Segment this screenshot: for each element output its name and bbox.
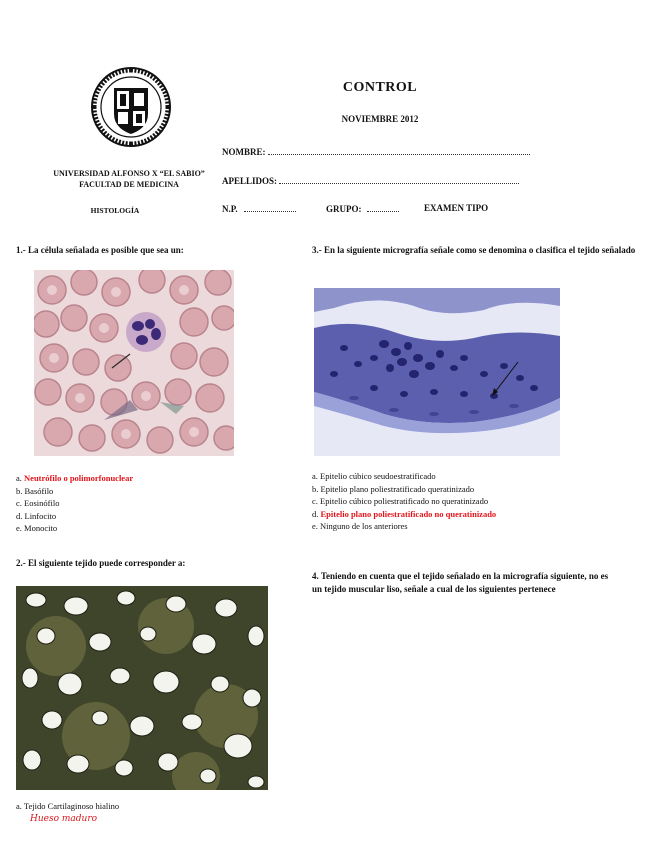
q3-option-d-text: Epitelio plano poliestratificado no queratinizado <box>320 508 497 519</box>
q1-option-c[interactable]: c. Eosinófilo <box>16 498 60 508</box>
q1-option-d[interactable]: d. Linfocito <box>16 510 57 521</box>
university-name: UNIVERSIDAD ALFONSO X “EL SABIO” <box>53 169 205 178</box>
q2-option-a[interactable]: a. Tejido Cartilaginoso hialino <box>16 801 120 811</box>
university-block <box>24 168 234 190</box>
q3-option-e[interactable]: e. Ninguno de los anteriores <box>312 521 408 531</box>
exam-type: EXAMEN TIPO <box>424 203 489 213</box>
np-field[interactable] <box>222 203 296 214</box>
bone-tissue-micrograph <box>16 586 268 790</box>
group-label: GRUPO: <box>326 204 362 214</box>
question-3-prompt: 3.- En la siguiente micrografía señale como se denomina o clasifica el tejido señalado <box>312 245 636 255</box>
question-1-options <box>16 472 133 535</box>
surname-field[interactable] <box>222 175 519 186</box>
q3-option-c[interactable]: c. Epitelio cúbico poliestratificado no queratinizado <box>312 496 489 506</box>
q3-option-a[interactable]: a. Epitelio cúbico seudoestratificado <box>312 471 436 481</box>
q1-option-e[interactable]: e. Monocito <box>16 523 58 533</box>
name-label: NOMBRE: <box>222 147 266 157</box>
blood-smear-micrograph <box>34 270 234 456</box>
name-field[interactable] <box>222 146 530 157</box>
faculty-name: FACULTAD DE MEDICINA <box>79 180 179 189</box>
group-field[interactable] <box>326 203 399 214</box>
handwritten-answer: Hueso maduro <box>30 814 98 824</box>
question-3-options <box>312 470 496 533</box>
epithelium-micrograph <box>314 288 560 456</box>
q3-option-b[interactable]: b. Epitelio plano poliestratificado queratinizado <box>312 483 475 494</box>
np-label: N.P. <box>222 204 238 214</box>
question-1-prompt: 1.- La célula señalada es posible que sea un: <box>16 245 184 255</box>
q1-option-a[interactable]: a. Neutrófilo o polimorfonuclear <box>16 473 134 483</box>
question-4-prompt: 4. Teniendo en cuenta que el tejido señalado en la micrografía siguiente, no es un tejido muscular liso, señale a cual de los siguientes pertenece <box>312 571 609 594</box>
page-title: CONTROL <box>342 80 418 95</box>
question-2-prompt: 2.- El siguiente tejido puede corresponder a: <box>16 558 186 568</box>
q3-option-d[interactable]: d. Epitelio plano poliestratificado no queratinizado <box>312 508 497 519</box>
q1-option-a-text: Neutrófilo o polimorfonuclear <box>24 473 134 483</box>
question-2-options <box>16 800 119 813</box>
q1-option-b[interactable]: b. Basófilo <box>16 485 54 496</box>
subject-name: HISTOLOGÍA <box>90 206 140 215</box>
exam-date: NOVIEMBRE 2012 <box>341 114 419 124</box>
surname-label: APELLIDOS: <box>222 176 278 186</box>
university-seal <box>90 66 172 148</box>
